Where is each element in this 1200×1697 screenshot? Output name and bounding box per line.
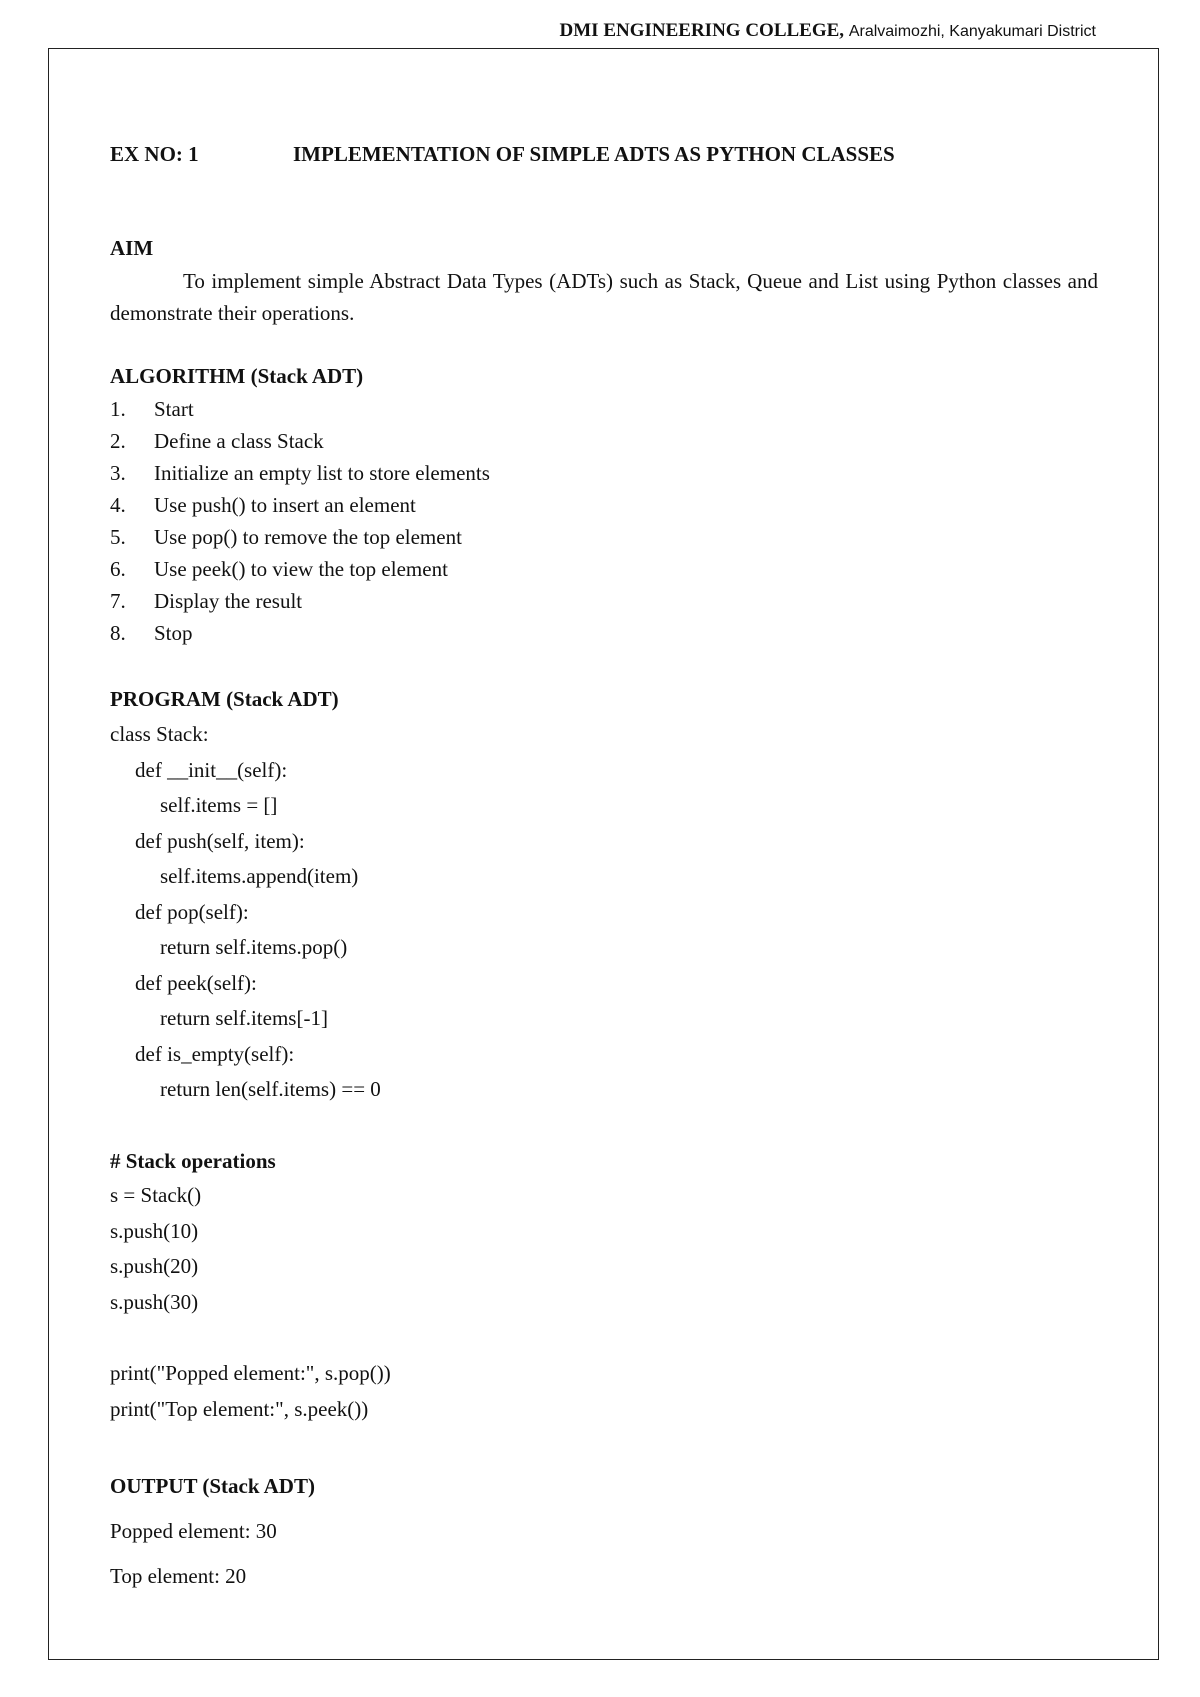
aim-text: To implement simple Abstract Data Types (ADTs) such as Stack, Queue and List using Python classes and demonstrate their operations. [110, 269, 1098, 325]
step-number: 8. [110, 621, 126, 645]
step-text: Use pop() to remove the top element [154, 525, 462, 549]
step-text: Initialize an empty list to store elements [154, 461, 490, 485]
code-line: return self.items[-1] [160, 1006, 328, 1030]
algorithm-steps [110, 393, 490, 649]
step-text: Define a class Stack [154, 429, 324, 453]
code-line: self.items = [] [160, 793, 278, 817]
step-number: 6. [110, 557, 126, 581]
step-number: 3. [110, 461, 126, 485]
aim-heading: AIM [110, 236, 154, 260]
output-line: Top element: 20 [110, 1564, 247, 1588]
print-code-block [110, 1356, 391, 1427]
step-number: 1. [110, 397, 126, 421]
output-line: Popped element: 30 [110, 1519, 277, 1543]
code-line: def push(self, item): [135, 828, 305, 853]
college-location: Aralvaimozhi, Kanyakumari District [848, 23, 1096, 40]
code-line: s = Stack() [110, 1183, 202, 1207]
step-text: Use peek() to view the top element [154, 557, 448, 581]
step-number: 7. [110, 589, 126, 613]
operations-heading: # Stack operations [110, 1149, 276, 1173]
list-item [110, 393, 490, 425]
college-name: DMI ENGINEERING COLLEGE, [559, 20, 845, 41]
page-header [560, 20, 1096, 42]
step-text: Display the result [154, 589, 303, 613]
code-line: s.push(30) [110, 1289, 199, 1314]
class-code-block [110, 717, 381, 1108]
code-line: s.push(20) [110, 1254, 199, 1278]
step-text: Use push() to insert an element [154, 493, 416, 517]
code-line: return len(self.items) == 0 [160, 1077, 381, 1101]
step-number: 5. [110, 525, 126, 549]
step-number: 2. [110, 429, 126, 453]
exercise-number: EX NO: 1 [110, 142, 199, 166]
algorithm-heading: ALGORITHM (Stack ADT) [110, 364, 364, 388]
list-item [110, 617, 490, 649]
code-line: def peek(self): [135, 970, 257, 995]
step-text: Stop [154, 621, 193, 645]
code-line: s.push(10) [110, 1218, 199, 1243]
code-line: def pop(self): [135, 899, 249, 924]
code-line: print("Popped element:", s.pop()) [110, 1361, 391, 1385]
list-item [110, 489, 490, 521]
step-number: 4. [110, 493, 126, 517]
list-item [110, 457, 490, 489]
list-item [110, 585, 490, 617]
code-line: def __init__(self): [135, 757, 288, 782]
operations-code-block [110, 1178, 201, 1320]
list-item [110, 425, 490, 457]
list-item [110, 521, 490, 553]
program-heading: PROGRAM (Stack ADT) [110, 687, 339, 711]
code-line: class Stack: [110, 722, 209, 746]
list-item [110, 553, 490, 585]
code-line: self.items.append(item) [160, 864, 359, 888]
code-line: return self.items.pop() [160, 935, 348, 959]
exercise-title: IMPLEMENTATION OF SIMPLE ADTS AS PYTHON CLASSES [293, 142, 895, 166]
step-text: Start [154, 397, 194, 421]
code-line: def is_empty(self): [135, 1041, 295, 1066]
output-heading: OUTPUT (Stack ADT) [110, 1474, 315, 1498]
code-line: print("Top element:", s.peek()) [110, 1396, 369, 1421]
